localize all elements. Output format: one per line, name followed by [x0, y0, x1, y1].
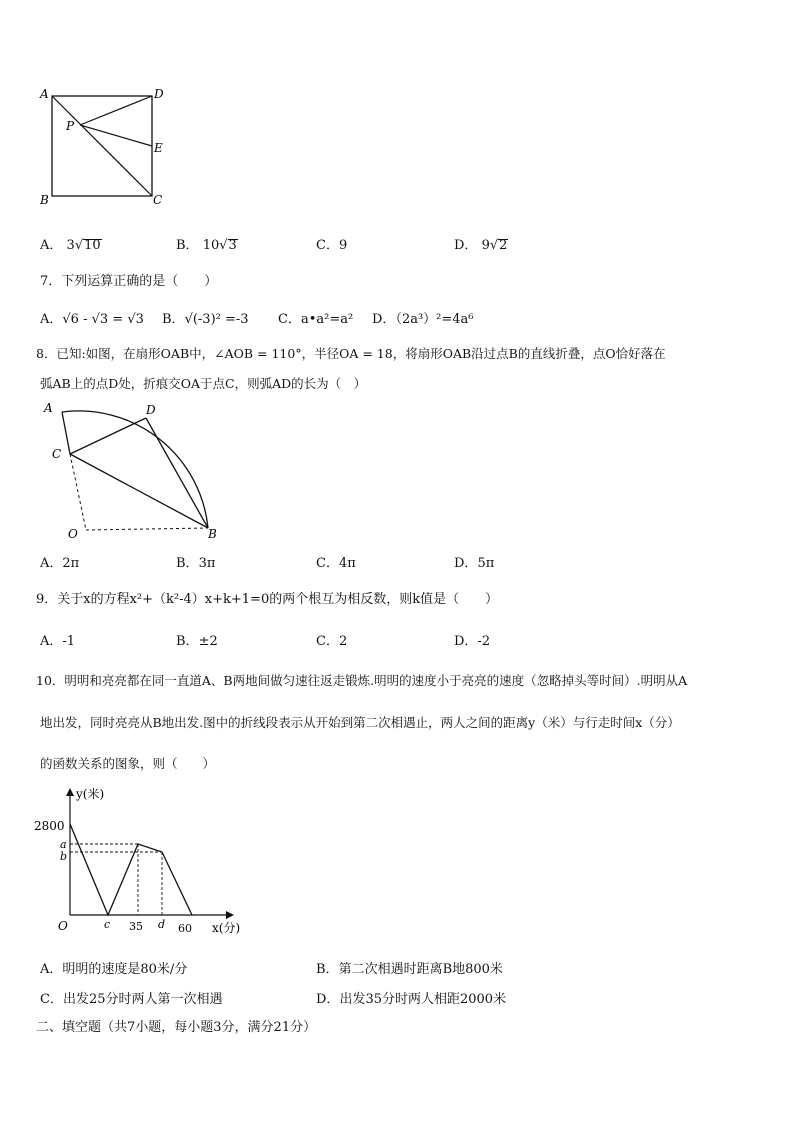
x-axis-arrow	[226, 911, 234, 919]
q7-stem: 7．下列运算正确的是（ ）	[40, 274, 218, 289]
label-e: E	[154, 141, 163, 155]
x-tick-60: 60	[178, 922, 192, 935]
section-2-heading: 二、填空题（共7小题，每小题3分，满分21分）	[36, 1020, 317, 1035]
label-d: D	[146, 403, 156, 417]
q8-option-c[interactable]: C．4π	[316, 556, 356, 571]
q10-option-c[interactable]: C．出发25分时两人第一次相遇	[40, 992, 223, 1007]
q8-stem-line1: 8．已知:如图，在扇形OAB中，∠AOB = 110°，半径OA = 18，将扇形OAB沿过点B的直线折叠，点O恰好落在	[36, 346, 666, 361]
q6-option-c[interactable]: C．9	[316, 238, 348, 253]
q8-stem-line2: 弧AB上的点D处，折痕交OA于点C，则弧AD的长为（ ）	[40, 376, 367, 391]
label-d: D	[154, 87, 164, 101]
segment-ac	[62, 412, 70, 454]
x-tick-35: 35	[129, 920, 143, 933]
q9-option-d[interactable]: D．-2	[454, 634, 491, 649]
segment-cd	[70, 418, 146, 454]
diagonal-ac	[52, 96, 152, 196]
x-axis-label: x(分)	[212, 921, 241, 935]
origin-label: O	[58, 919, 68, 933]
q9-option-b[interactable]: B．±2	[176, 634, 218, 649]
q10-option-a[interactable]: A．明明的速度是80米/分	[40, 962, 188, 977]
x-tick-c: c	[104, 918, 111, 931]
label-a: A	[44, 401, 53, 415]
arc-ab	[62, 411, 208, 528]
segment-ob-dashed	[86, 528, 208, 530]
q8-option-a[interactable]: A．2π	[40, 556, 80, 571]
label-b: B	[208, 527, 217, 541]
y-tick-2800: 2800	[34, 819, 65, 833]
label-o: O	[68, 527, 78, 541]
q8-option-d[interactable]: D．5π	[454, 556, 495, 571]
square-figure	[36, 84, 176, 209]
q6-option-b[interactable]: B． 10√3	[176, 238, 237, 253]
label-c: C	[52, 447, 62, 461]
graph-polyline	[70, 824, 192, 915]
x-tick-d: d	[158, 918, 166, 931]
distance-time-graph	[30, 784, 260, 944]
q9-option-a[interactable]: A．-1	[40, 634, 76, 649]
segment-pd	[80, 96, 152, 125]
q10-stem-line2: 地出发，同时亮亮从B地出发.图中的折线段表示从开始到第二次相遇止，两人之间的距离y（米）与行走时间x（分）	[40, 715, 680, 730]
q9-option-c[interactable]: C．2	[316, 634, 348, 649]
label-a: A	[40, 87, 49, 101]
q7-option-a[interactable]: A．√6 - √3 = √3	[40, 312, 144, 327]
label-c: C	[153, 193, 163, 207]
q10-option-b[interactable]: B．第二次相遇时距离B地800米	[316, 962, 503, 977]
q7-option-b[interactable]: B．√(-3)² =-3	[162, 312, 249, 327]
y-tick-b: b	[60, 850, 68, 863]
q8-option-b[interactable]: B．3π	[176, 556, 216, 571]
q6-option-d[interactable]: D． 9√2	[454, 238, 508, 253]
sector-figure	[36, 398, 226, 543]
q10-option-d[interactable]: D．出发35分时两人相距2000米	[316, 992, 507, 1007]
y-axis-label: y(米)	[76, 787, 105, 801]
q7-option-c[interactable]: C．a•a²=a²	[278, 312, 354, 327]
y-axis-arrow	[66, 788, 74, 796]
segment-co-dashed	[70, 454, 86, 530]
q7-option-d[interactable]: D．（2a³）²=4a⁶	[372, 312, 474, 327]
q10-stem-line3: 的函数关系的图象，则（ ）	[40, 756, 216, 771]
q6-option-a[interactable]: A． 3√10	[40, 238, 101, 253]
y-tick-a: a	[60, 838, 67, 851]
label-b: B	[40, 193, 49, 207]
q9-stem: 9．关于x的方程x²+（k²-4）x+k+1=0的两个根互为相反数，则k值是（ ）	[36, 592, 499, 607]
q10-stem-line1: 10．明明和亮亮都在同一直道A、B两地间做匀速往返走锻炼.明明的速度小于亮亮的速度（忽略掉头等时间）.明明从A	[36, 673, 688, 688]
label-p: P	[66, 119, 75, 133]
